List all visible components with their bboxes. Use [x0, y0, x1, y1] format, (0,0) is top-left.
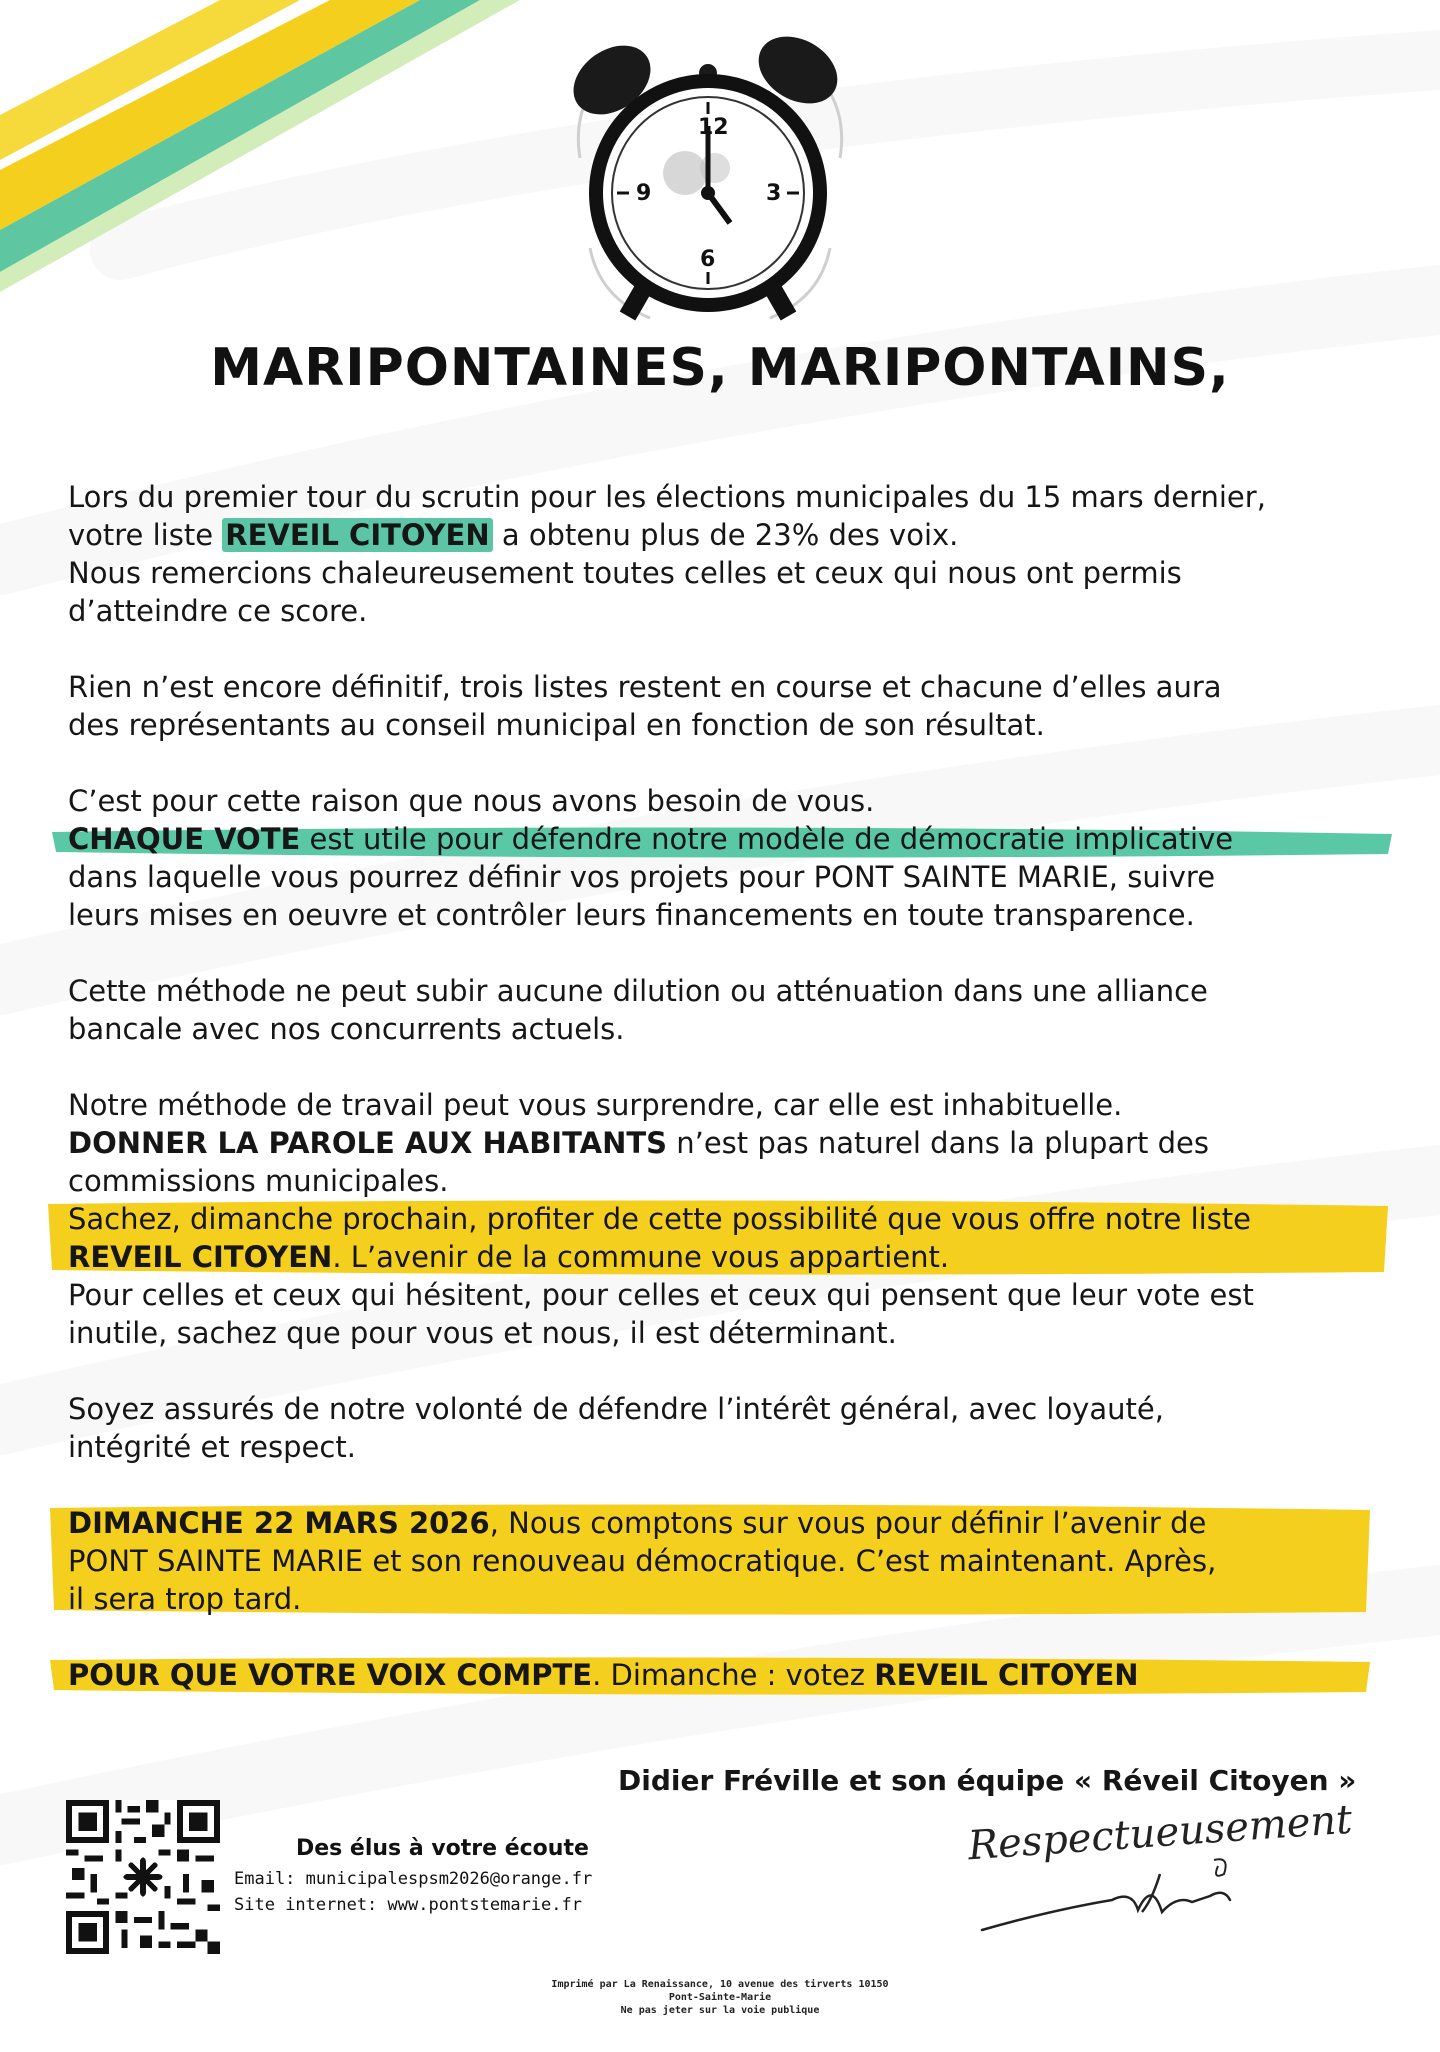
text-line: il sera trop tard. — [68, 1582, 302, 1616]
clock-number-9: 9 — [636, 181, 652, 206]
paragraph-8 — [68, 1656, 1368, 1694]
contact-email: Email: municipalespsm2026@orange.fr — [234, 1869, 593, 1889]
contact-website: Site internet: www.pontstemarie.fr — [234, 1895, 582, 1915]
handwritten-text: Respectueusement — [966, 1796, 1354, 1870]
letter-body — [68, 478, 1368, 1694]
election-date: DIMANCHE 22 MARS 2026 — [68, 1506, 490, 1540]
text-line — [68, 1238, 1368, 1276]
paragraph-3 — [68, 782, 1368, 934]
text-fragment: . Dimanche : votez — [592, 1658, 875, 1692]
text-fragment: , Nous comptons sur vous pour définir l’avenir de — [489, 1506, 1207, 1540]
text-line: dans laquelle vous pourrez définir vos projets pour PONT SAINTE MARIE, suivre — [68, 860, 1216, 894]
text-line — [68, 1124, 1368, 1162]
text-line: Sachez, dimanche prochain, profiter de cette possibilité que vous offre notre liste — [68, 1202, 1252, 1236]
text-line: PONT SAINTE MARIE et son renouveau démocratique. C’est maintenant. Après, — [68, 1544, 1217, 1578]
list-name: REVEIL CITOYEN — [874, 1658, 1139, 1692]
text-line: Soyez assurés de notre volonté de défendre l’intérêt général, avec loyauté, — [68, 1392, 1164, 1426]
bold-phrase: CHAQUE VOTE — [68, 822, 301, 856]
clock-number-3: 3 — [766, 181, 782, 206]
text-line: Nous remercions chaleureusement toutes celles et ceux qui nous ont permis — [68, 556, 1182, 590]
paragraph-6 — [68, 1390, 1368, 1466]
bold-phrase: POUR QUE VOTRE VOIX COMPTE — [68, 1658, 593, 1692]
signatory-line: Didier Fréville et son équipe « Réveil Citoyen » — [618, 1764, 1357, 1797]
alarm-clock-icon — [560, 18, 860, 338]
paragraph-4 — [68, 972, 1368, 1048]
text-line — [68, 1656, 1368, 1694]
text-line: intégrité et respect. — [68, 1430, 356, 1464]
paragraph-2 — [68, 668, 1368, 744]
clock-number-6: 6 — [700, 247, 716, 272]
text-line: bancale avec nos concurrents actuels. — [68, 1012, 625, 1046]
text-line: d’atteindre ce score. — [68, 594, 368, 628]
bold-phrase: DONNER LA PAROLE AUX HABITANTS — [68, 1126, 668, 1160]
page-title: MARIPONTAINES, MARIPONTAINS, — [210, 338, 1230, 398]
text-line: des représentants au conseil municipal en fonction de son résultat. — [68, 708, 1045, 742]
text-line: C’est pour cette raison que nous avons besoin de vous. — [68, 784, 875, 818]
text-line: inutile, sachez que pour vous et nous, il est déterminant. — [68, 1316, 897, 1350]
paragraph-7 — [68, 1504, 1368, 1618]
paragraph-5 — [68, 1086, 1368, 1352]
text-line: Lors du premier tour du scrutin pour les élections municipales du 15 mars dernier, — [68, 480, 1266, 514]
clock-number-12: 12 — [698, 115, 729, 140]
text-line — [68, 516, 1368, 554]
contact-heading: Des élus à votre écoute — [296, 1836, 589, 1861]
footer-notice: Ne pas jeter sur la voie publique — [620, 2005, 820, 2016]
bold-phrase: REVEIL CITOYEN — [68, 1240, 333, 1274]
footer-town: Pont-Sainte-Marie — [668, 1992, 772, 2003]
contact-block — [234, 1836, 592, 1918]
list-name-highlight: REVEIL CITOYEN — [222, 518, 492, 552]
text-line: Notre méthode de travail peut vous surprendre, car elle est inhabituelle. — [68, 1088, 1123, 1122]
handwritten-signature — [962, 1796, 1354, 1950]
text-line: Cette méthode ne peut subir aucune dilution ou atténuation dans une alliance — [68, 974, 1208, 1008]
text-line: Rien n’est encore définitif, trois listes restent en course et chacune d’elles aura — [68, 670, 1222, 704]
footer-printer: Imprimé par La Renaissance, 10 avenue des tirverts 10150 — [551, 1979, 889, 1990]
text-line — [68, 1504, 1368, 1542]
text-fragment: a obtenu plus de 23% des voix. — [492, 518, 959, 552]
text-line: leurs mises en oeuvre et contrôler leurs financements en toute transparence. — [68, 898, 1195, 932]
paragraph-1 — [68, 478, 1368, 630]
text-line — [68, 820, 1368, 858]
print-footer — [480, 1978, 960, 2017]
text-line: Pour celles et ceux qui hésitent, pour celles et ceux qui pensent que leur vote est — [68, 1278, 1254, 1312]
text-fragment: . L’avenir de la commune vous appartient. — [332, 1240, 950, 1274]
text-line: commissions municipales. — [68, 1164, 449, 1198]
text-fragment: votre liste — [68, 518, 223, 552]
qr-code-icon — [66, 1800, 220, 1954]
text-fragment: n’est pas naturel dans la plupart des — [667, 1126, 1210, 1160]
text-fragment: est utile pour défendre notre modèle de démocratie implicative — [300, 822, 1234, 856]
